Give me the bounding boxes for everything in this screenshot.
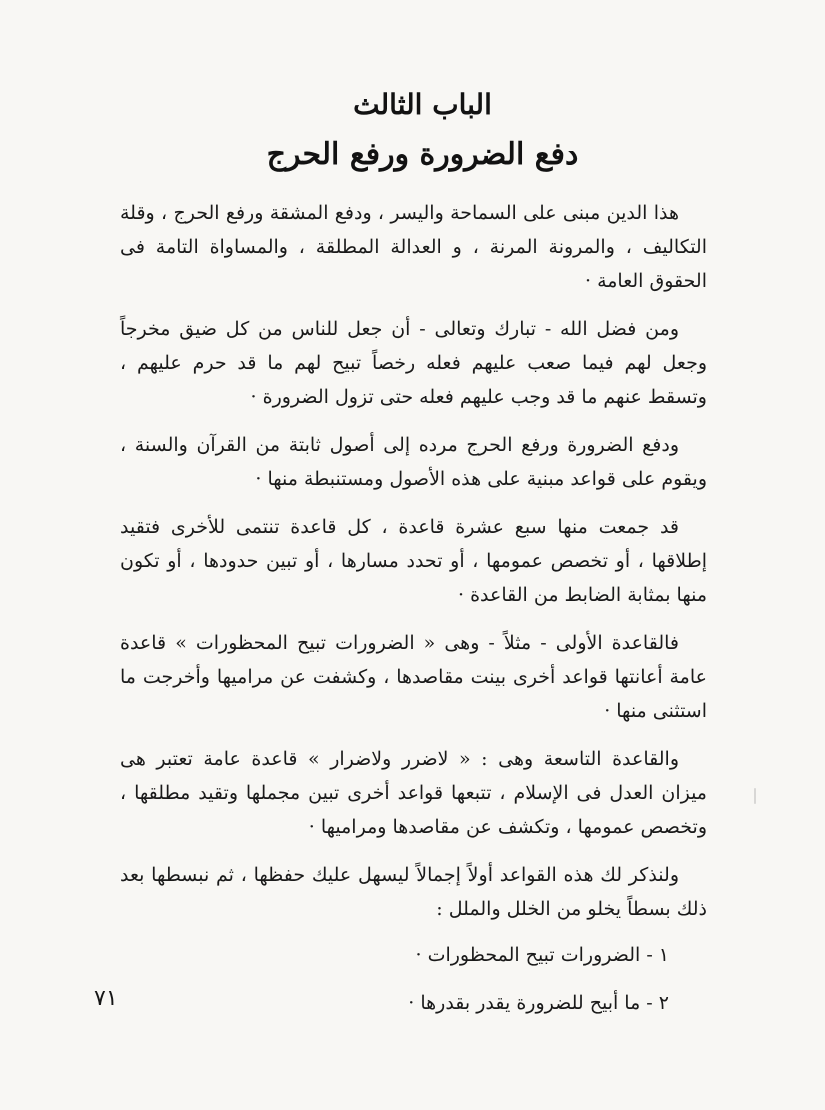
list-item: ١ - الضرورات تبيح المحظورات ·	[415, 944, 669, 966]
chapter-title: الباب الثالث	[353, 88, 492, 121]
paragraph-3: ودفع الضرورة ورفع الحرج مرده إلى أصول ثابتة من القرآن والسنة ، ويقوم على قواعد مبنية على هذه الأصول ومستنبطة منها ·	[120, 434, 707, 490]
list-item: ٢ - ما أبيح للضرورة يقدر بقدرها ·	[408, 992, 669, 1014]
paragraph-4: قد جمعت منها سبع عشرة قاعدة ، كل قاعدة تنتمى للأخرى فتقيد إطلاقها ، أو تخصص عمومها ، أو تحدد مسارها ، أو تبين حدودها ، أو تكون منها بمثابة الضابط من القاعدة ·	[120, 516, 707, 606]
paragraph-1: هذا الدين مبنى على السماحة واليسر ، ودفع المشقة ورفع الحرج ، وقلة التكاليف ، والمرونة المرنة ، و العدالة المطلقة ، والمساواة التامة فى الحقوق العامة ·	[120, 202, 707, 292]
paragraph-2: ومن فضل الله - تبارك وتعالى - أن جعل للناس من كل ضيق مخرجاً وجعل لهم فيما صعب عليهم فعله رخصاً تبيح لهم ما قد حرم عليهم ، وتسقط عنهم ما قد وجب عليهم فعله حتى تزول الضرورة ·	[120, 318, 707, 408]
paragraph-5: فالقاعدة الأولى - مثلاً - وهى « الضرورات تبيح المحظورات » قاعدة عامة أعانتها قواعد أخرى بينت مقاصدها ، وكشفت عن مراميها وأخرجت ما استثنى منها ·	[120, 632, 707, 722]
paragraph-6: والقاعدة التاسعة وهى : « لاضرر ولاضرار » قاعدة عامة تعتبر هى ميزان العدل فى الإسلام ، تتبعها قواعد أخرى تبين مجملها وتقيد مطلقها ، وتخصص عمومها ، وتكشف عن مقاصدها ومراميها ·	[120, 748, 707, 838]
chapter-subtitle: دفع الضرورة ورفع الحرج	[266, 137, 579, 172]
rules-list	[120, 938, 707, 1020]
page-content	[120, 84, 707, 1034]
body-text	[120, 196, 707, 926]
scan-mark	[754, 788, 756, 804]
paragraph-7: ولنذكر لك هذه القواعد أولاً إجمالاً ليسهل عليك حفظها ، ثم نبسطها بعد ذلك بسطاً يخلو من الخلل والملل :	[120, 864, 707, 920]
page-number: ٧١	[94, 986, 118, 1011]
